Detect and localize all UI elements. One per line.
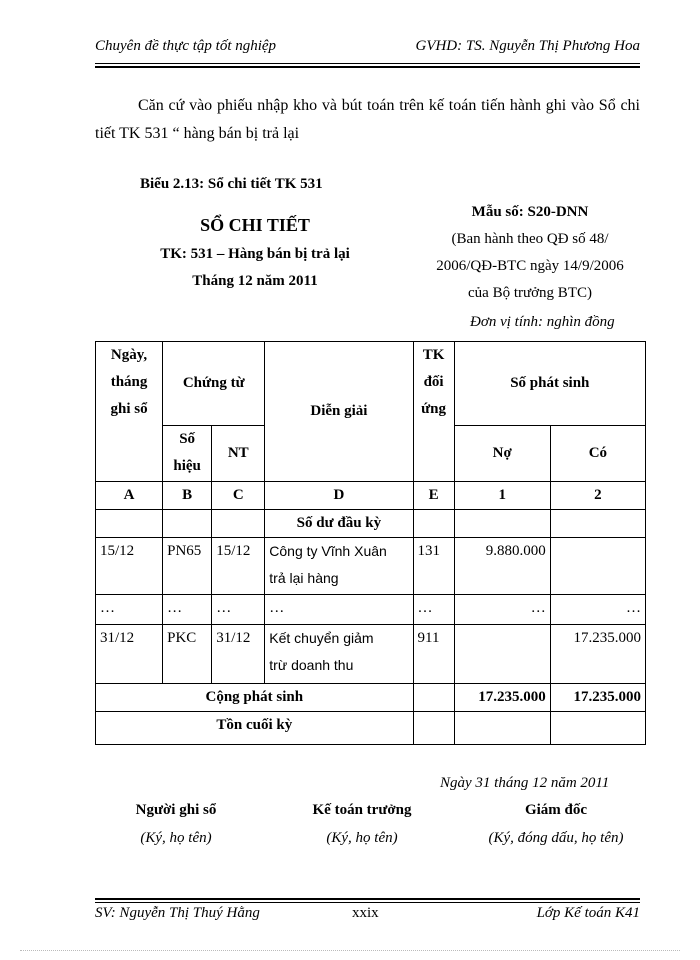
table-row — [96, 595, 646, 625]
form-code: Mẫu số: S20-DNN — [471, 204, 589, 220]
code-1: 1 — [454, 482, 550, 510]
header-row — [96, 342, 646, 426]
total-credit: 17.235.000 — [550, 684, 645, 712]
table-row — [96, 538, 646, 595]
col-credit-header: Có — [550, 426, 645, 482]
header-date-2: tháng — [110, 374, 148, 390]
row-description-line: trừ doanh thu — [269, 657, 354, 673]
empty-cell — [413, 684, 454, 712]
signer-title-director: Giám đốc — [524, 802, 588, 818]
header-date-3: ghi sổ — [110, 401, 148, 417]
col-amount-header: Số phát sinh — [454, 342, 645, 426]
intro-paragraph: Căn cứ vào phiếu nhập kho và bút toán trên kế toán tiến hành ghi vào Sổ chi tiết TK 531 “ hàng bán bị trả lại — [95, 97, 640, 142]
empty-cell — [550, 712, 645, 745]
header-date-1: Ngày, — [110, 347, 148, 363]
row-description-line: trả lại hàng — [269, 570, 339, 586]
col-debit-header: Nợ — [454, 426, 550, 482]
total-row — [96, 684, 646, 712]
row-description — [265, 625, 413, 684]
code-a: A — [96, 482, 163, 510]
ledger-title: SỔ CHI TIẾT — [200, 215, 310, 235]
row-date: 15/12 — [96, 538, 163, 595]
empty-cell — [212, 510, 265, 538]
row-contra: 131 — [413, 538, 454, 595]
row-voucher-no: PN65 — [163, 538, 212, 595]
empty-cell — [163, 510, 212, 538]
col-voucher-date-header: NT — [212, 426, 265, 482]
empty-cell — [96, 510, 163, 538]
footer-rule-thick — [95, 898, 640, 900]
row-description-line: Kết chuyển giảm — [269, 630, 374, 646]
footer-rule — [95, 902, 640, 903]
col-voucher-header: Chứng từ — [163, 342, 265, 426]
header-no-1: Số — [179, 431, 196, 447]
row-description — [265, 538, 413, 595]
signer-title-recorder: Người ghi sổ — [135, 802, 217, 818]
form-regulation-3: của Bộ trưởng BTC) — [468, 285, 592, 301]
row-date: 31/12 — [96, 625, 163, 684]
empty-cell — [454, 510, 550, 538]
row-voucher-date: … — [212, 595, 265, 625]
total-debit: 17.235.000 — [454, 684, 550, 712]
row-description: … — [265, 595, 413, 625]
row-voucher-date: 31/12 — [212, 625, 265, 684]
form-regulation-1: (Ban hành theo QĐ số 48/ — [451, 231, 609, 247]
signoff-date: Ngày 31 tháng 12 năm 2011 — [440, 775, 610, 791]
row-credit: 17.235.000 — [550, 625, 645, 684]
code-b: B — [163, 482, 212, 510]
signer-note-chief-accountant: (Ký, họ tên) — [326, 830, 398, 846]
row-credit — [550, 538, 645, 595]
empty-cell — [413, 510, 454, 538]
row-voucher-no: … — [163, 595, 212, 625]
row-debit — [454, 625, 550, 684]
header-rule-thick — [95, 66, 640, 68]
empty-cell — [413, 712, 454, 745]
total-label: Cộng phát sinh — [96, 684, 414, 712]
page-edge-rule — [20, 950, 680, 951]
unit-label: Đơn vị tính: nghìn đồng — [470, 314, 615, 330]
form-regulation-2: 2006/QĐ-BTC ngày 14/9/2006 — [436, 258, 624, 274]
closing-balance-label: Tồn cuối kỳ — [96, 712, 414, 745]
header-right: GVHD: TS. Nguyễn Thị Phương Hoa — [415, 38, 640, 54]
signer-title-chief-accountant: Kế toán trưởng — [312, 802, 412, 818]
col-voucher-no-header — [163, 426, 212, 482]
code-e: E — [413, 482, 454, 510]
header-contra-3: ứng — [421, 401, 446, 417]
header-left: Chuyên đề thực tập tốt nghiệp — [95, 38, 277, 54]
header-rule — [95, 63, 640, 64]
col-description-header: Diễn giải — [265, 342, 413, 482]
opening-balance-row — [96, 510, 646, 538]
ledger-account: TK: 531 – Hàng bán bị trả lại — [160, 246, 350, 262]
empty-cell — [550, 510, 645, 538]
code-row — [96, 482, 646, 510]
footer-class: Lớp Kế toán K41 — [536, 905, 640, 921]
page-number: xxix — [352, 905, 379, 921]
row-credit: … — [550, 595, 645, 625]
figure-caption: Biểu 2.13: Sổ chi tiết TK 531 — [140, 176, 323, 192]
footer-student: SV: Nguyễn Thị Thuý Hằng — [95, 905, 260, 921]
header-no-2: hiệu — [173, 458, 201, 474]
row-debit: 9.880.000 — [454, 538, 550, 595]
code-c: C — [212, 482, 265, 510]
row-date: … — [96, 595, 163, 625]
row-voucher-no: PKC — [163, 625, 212, 684]
row-contra: … — [413, 595, 454, 625]
col-date-header — [96, 342, 163, 482]
code-d: D — [265, 482, 413, 510]
header-contra-1: TK — [422, 347, 445, 363]
col-contra-header — [413, 342, 454, 482]
ledger-table — [95, 341, 646, 745]
closing-balance-row — [96, 712, 646, 745]
row-contra: 911 — [413, 625, 454, 684]
signer-note-recorder: (Ký, họ tên) — [140, 830, 212, 846]
header-contra-2: đối — [423, 374, 444, 390]
empty-cell — [454, 712, 550, 745]
table-row — [96, 625, 646, 684]
row-debit: … — [454, 595, 550, 625]
row-voucher-date: 15/12 — [212, 538, 265, 595]
ledger-period: Tháng 12 năm 2011 — [192, 273, 318, 289]
code-2: 2 — [550, 482, 645, 510]
row-description-line: Công ty Vĩnh Xuân — [269, 543, 387, 559]
signer-note-director: (Ký, đóng dấu, họ tên) — [488, 830, 624, 846]
opening-balance-label: Số dư đầu kỳ — [265, 510, 413, 538]
